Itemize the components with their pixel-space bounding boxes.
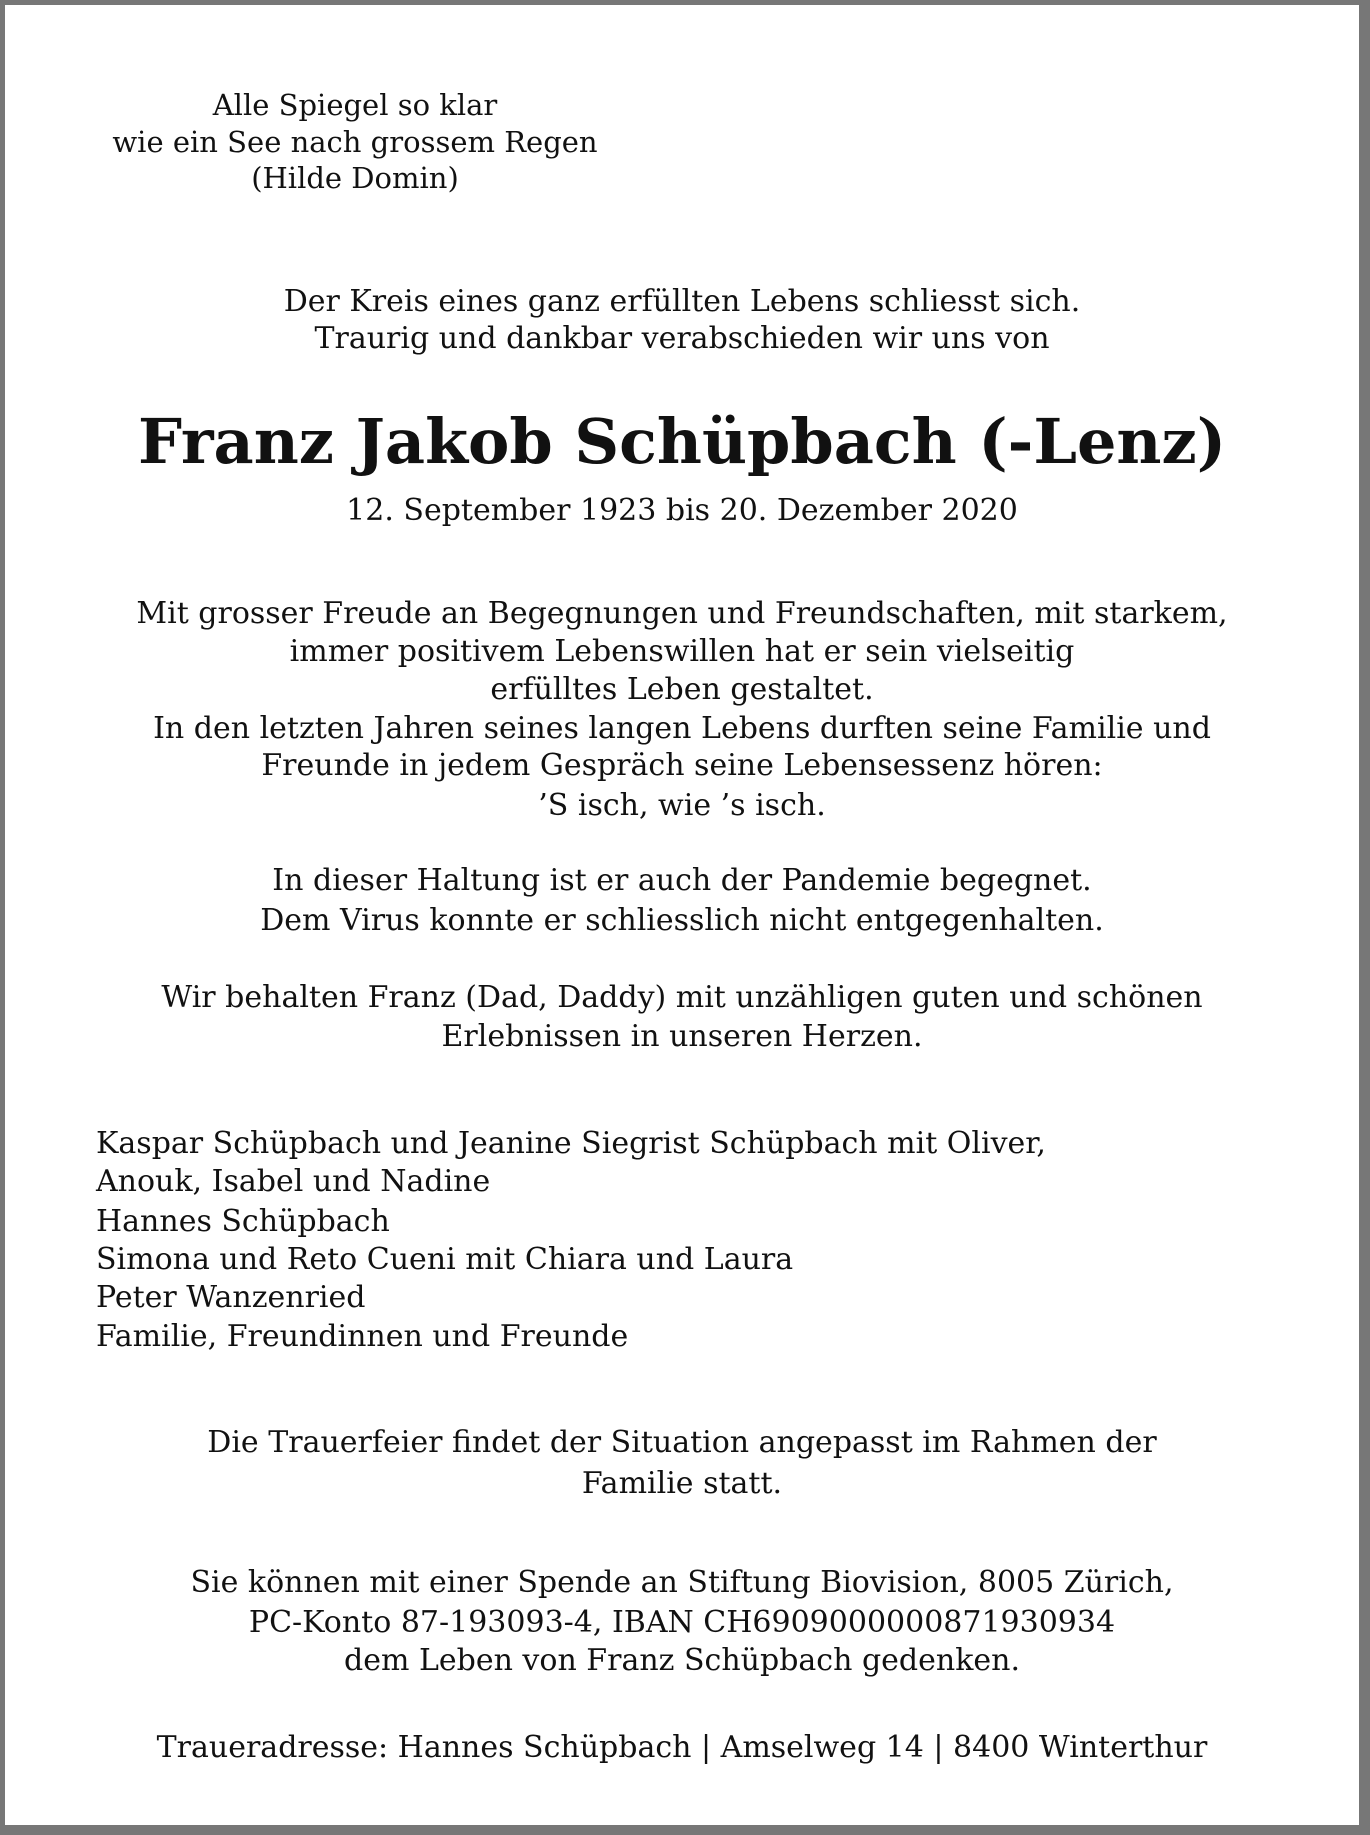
donation-line: Sie können mit einer Spende an Stiftung Biovision, 8005 Zürich, bbox=[190, 1565, 1174, 1600]
life-dates: 12. September 1923 bis 20. Dezember 2020 bbox=[346, 493, 1018, 528]
intro-line: Traurig und dankbar verabschieden wir uns von bbox=[314, 321, 1050, 356]
mourner-line: Hannes Schüpbach bbox=[96, 1204, 390, 1239]
text-line: Erlebnissen in unseren Herzen. bbox=[441, 1019, 923, 1054]
ceremony-line: Die Trauerfeier findet der Situation angepasst im Rahmen der bbox=[207, 1425, 1157, 1460]
donation-line: dem Leben von Franz Schüpbach gedenken. bbox=[344, 1643, 1020, 1678]
text-line: erfülltes Leben gestaltet. bbox=[490, 672, 874, 707]
mourner-line: Simona und Reto Cueni mit Chiara und Laura bbox=[96, 1242, 794, 1277]
text-line: In den letzten Jahren seines langen Lebens durften seine Familie und bbox=[153, 711, 1211, 746]
obituary-page bbox=[5, 5, 1359, 1825]
text-line: Wir behalten Franz (Dad, Daddy) mit unzähligen guten und schönen bbox=[161, 980, 1203, 1015]
ceremony-line: Familie statt. bbox=[581, 1466, 783, 1501]
intro-line: Der Kreis eines ganz erfüllten Lebens schliesst sich. bbox=[283, 284, 1081, 319]
text-line: Mit grosser Freude an Begegnungen und Freundschaften, mit starkem, bbox=[136, 596, 1228, 631]
text-line: Dem Virus konnte er schliesslich nicht entgegenhalten. bbox=[260, 903, 1104, 938]
quote-author: (Hilde Domin) bbox=[251, 161, 459, 195]
mourning-address: Traueradresse: Hannes Schüpbach | Amselweg 14 | 8400 Winterthur bbox=[156, 1730, 1208, 1765]
mourner-line: Anouk, Isabel und Nadine bbox=[96, 1164, 491, 1199]
donation-line: PC-Konto 87-193093-4, IBAN CH6909000000871930934 bbox=[248, 1605, 1116, 1640]
mourner-line: Kaspar Schüpbach und Jeanine Siegrist Schüpbach mit Oliver, bbox=[96, 1126, 1046, 1161]
text-line: In dieser Haltung ist er auch der Pandemie begegnet. bbox=[272, 863, 1092, 898]
text-line: ’S isch, wie ’s isch. bbox=[538, 788, 826, 823]
mourner-line: Peter Wanzenried bbox=[96, 1280, 366, 1315]
quote-line: Alle Spiegel so klar bbox=[212, 88, 498, 122]
quote-line: wie ein See nach grossem Regen bbox=[112, 125, 598, 159]
mourner-line: Familie, Freundinnen und Freunde bbox=[96, 1319, 629, 1354]
text-line: Freunde in jedem Gespräch seine Lebensessenz hören: bbox=[261, 748, 1103, 783]
deceased-name: Franz Jakob Schüpbach (-Lenz) bbox=[137, 405, 1227, 478]
text-line: immer positivem Lebenswillen hat er sein vielseitig bbox=[289, 634, 1075, 669]
